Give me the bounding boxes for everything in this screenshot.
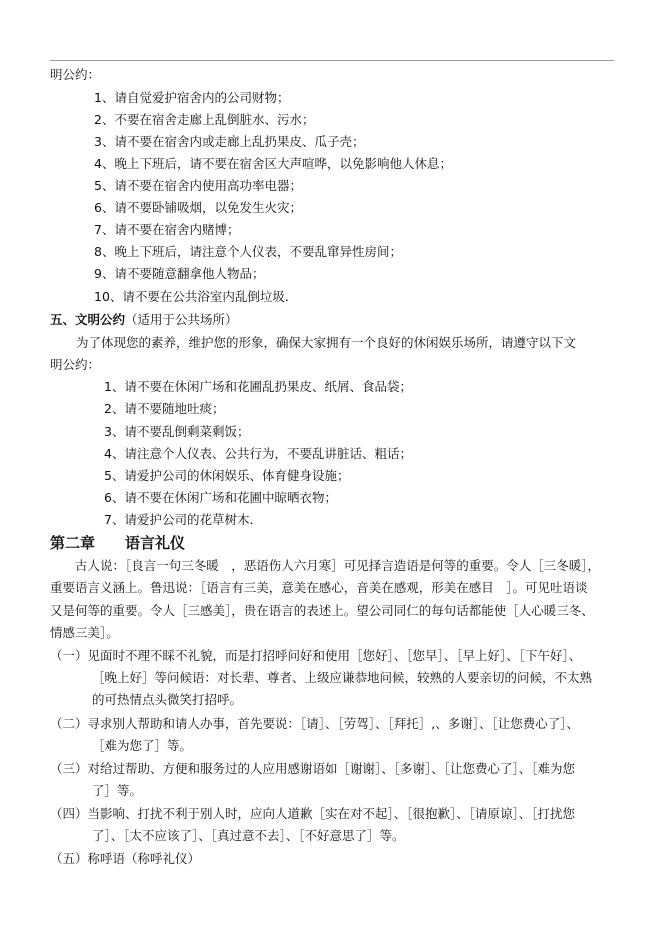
list-item: 9、请不要随意翻拿他人物品； xyxy=(94,266,265,281)
paragraph-line: （一）见面时不理不睬不礼貌，而是打招呼问好和使用［您好］、［您早］、［早上好］、［下午好］、 xyxy=(50,648,582,663)
paragraph-line: 重要语言义涵上。鲁迅说：［语言有三美，意美在感心，音美在感观，形美在感目 ］。可见吐语谈 xyxy=(50,580,588,595)
section-heading xyxy=(50,312,238,328)
list-item: 2、请不要随地吐痰； xyxy=(104,401,225,416)
list-item: 7、请不要在宿舍内赌博； xyxy=(94,222,240,237)
list-item: 4、晚上下班后，请不要在宿舍区大声喧哗，以免影响他人休息； xyxy=(94,156,452,171)
list-item: 5、请爱护公司的休闲娱乐、体育健身设施； xyxy=(104,468,350,483)
paragraph-line: 情感三美］。 xyxy=(50,625,119,640)
chapter-title: 第二章 语言礼仪 xyxy=(50,534,186,552)
paragraph-line: 又是何等的重要。令人［三感美］，贵在语言的表述上。望公司同仁的每句话都能使［人心暖三冬、 xyxy=(50,603,594,618)
paragraph-line: （四）当影响、打扰不利于别人时，应向人道歉［实在对不起］、［很抱歉］、［请原谅］、［打扰您 xyxy=(50,806,576,821)
paragraph-line: （二）寻求别人帮助和请人办事，首先要说：［请］、［劳驾］、［拜托］,、多谢］、［让您费心了］、 xyxy=(50,716,579,731)
list-item: 3、请不要乱倒剩菜剩饭； xyxy=(104,424,250,439)
list-item: 5、请不要在宿舍内使用高功率电器； xyxy=(94,178,302,193)
paragraph-line: 明公约： xyxy=(50,357,101,372)
list-item: 1、请不要在休闲广场和花圃乱扔果皮、纸屑、食品袋； xyxy=(104,379,412,394)
list-item: 4、请注意个人仪表、公共行为，不要乱讲脏话、粗话； xyxy=(104,446,412,461)
list-item: 3、请不要在宿舍内或走廊上乱扔果皮、瓜子壳； xyxy=(94,134,365,149)
section-subtitle: （适用于公共场所） xyxy=(125,312,238,327)
paragraph-line: 古人说：［良言一句三冬暖 ，恶语伤人六月寒］可见择言造语是何等的重要。令人［三冬暖］， xyxy=(75,558,601,573)
section-title: 五、文明公约 xyxy=(50,312,126,327)
list-item: 6、请不要在休闲广场和花圃中晾晒衣物； xyxy=(104,490,337,505)
paragraph-line: （三）对给过帮助、方便和服务过的人应用感谢语如［谢谢］、［多谢］、［让您费心了］、［难为您 xyxy=(50,761,576,776)
paragraph-line: ［晚上好］等问候语：对长辈、尊者、上级应谦恭地问候，较熟的人要亲切的问候，不太熟 xyxy=(92,670,593,685)
paragraph-line: 为了体现您的素养，维护您的形象，确保大家拥有一个良好的休闲娱乐场所，请遵守以下文 xyxy=(76,335,577,350)
paragraph-line: 了］、［太不应该了］、［真过意不去］、［不好意思了］等。 xyxy=(92,828,405,843)
list-item: 8、晚上下班后，请注意个人仪表，不要乱窜异性房间； xyxy=(94,244,402,259)
paragraph-line: 了］等。 xyxy=(92,783,143,798)
list-item: 6、请不要卧铺吸烟，以免发生火灾； xyxy=(94,200,302,215)
list-item: 1、请自觉爱护宿舍内的公司财物； xyxy=(94,90,290,105)
text-line: 明公约： xyxy=(50,67,101,82)
list-item: 7、请爱护公司的花草树木． xyxy=(104,512,262,527)
list-item: 10、请不要在公共浴室内乱倒垃圾． xyxy=(94,289,298,304)
paragraph-line: 的可热情点头微笑打招呼。 xyxy=(92,692,243,707)
subsection-heading: （五）称呼语（称呼礼仪） xyxy=(50,851,201,866)
list-item: 2、不要在宿舍走廊上乱倒脏水、污水； xyxy=(94,112,315,127)
paragraph-line: ［难为您了］等。 xyxy=(92,738,193,753)
